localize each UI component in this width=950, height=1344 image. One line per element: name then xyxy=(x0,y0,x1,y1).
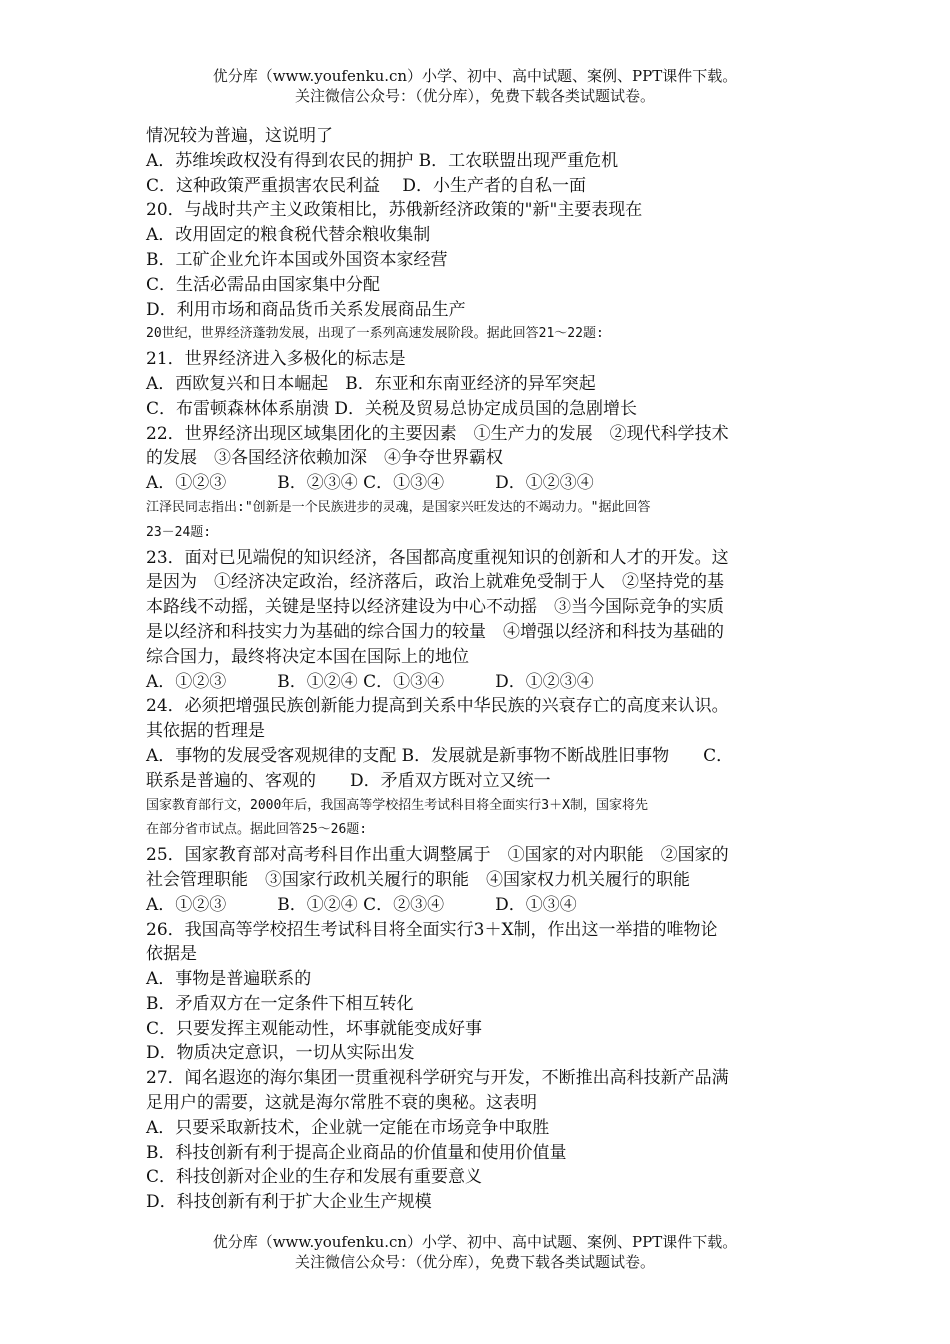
option-line: A．①②③ B．①②④ C．①③④ D．①②③④ xyxy=(146,671,594,692)
page-footer xyxy=(0,1232,950,1272)
option-line: A．①②③ B．①②④ C．②③④ D．①③④ xyxy=(146,894,577,915)
material-intro: 江泽民同志指出:"创新是一个民族进步的灵魂，是国家兴旺发达的不竭动力。"据此回答 xyxy=(146,499,651,515)
question-21: 21．世界经济进入多极化的标志是 xyxy=(146,349,406,370)
footer-line-1: 优分库（www.youfenku.cn）小学、初中、高中试题、案例、PPT课件下载。 xyxy=(212,1233,738,1251)
question-22: 22．世界经济出现区域集团化的主要因素 ①生产力的发展 ②现代科学技术 xyxy=(146,423,729,444)
question-22-cont: 的发展 ③各国经济依赖加深 ④争夺世界霸权 xyxy=(146,448,503,469)
header-line-1: 优分库（www.youfenku.cn）小学、初中、高中试题、案例、PPT课件下载。 xyxy=(212,67,738,85)
question-25: 25．国家教育部对高考科目作出重大调整属于 ①国家的对内职能 ②国家的 xyxy=(146,845,729,866)
option-line: B．科技创新有利于提高企业商品的价值量和使用价值量 xyxy=(146,1142,567,1163)
material-intro-cont: 23－24题: xyxy=(146,524,212,540)
option-line: A．①②③ B．②③④ C．①③④ D．①②③④ xyxy=(146,473,594,494)
question-23-cont: 是因为 ①经济决定政治，经济落后，政治上就难免受制于人 ②坚持党的基 xyxy=(146,572,724,593)
footer-line-2: 关注微信公众号：（优分库），免费下载各类试题试卷。 xyxy=(294,1253,655,1271)
option-line: B．矛盾双方在一定条件下相互转化 xyxy=(146,993,414,1014)
option-line: 联系是普遍的、客观的 D．矛盾双方既对立又统一 xyxy=(146,770,551,791)
question-26: 26．我国高等学校招生考试科目将全面实行3＋X制，作出这一举措的唯物论 xyxy=(146,919,718,940)
option-line: A．西欧复兴和日本崛起 B．东亚和东南亚经济的异军突起 xyxy=(146,373,596,394)
question-23-cont: 本路线不动摇，关键是坚持以经济建设为中心不动摇 ③当今国际竞争的实质 xyxy=(146,597,724,618)
option-line: A．只要采取新技术，企业就一定能在市场竞争中取胜 xyxy=(146,1117,550,1138)
question-25-cont: 社会管理职能 ③国家行政机关履行的职能 ④国家权力机关履行的职能 xyxy=(146,869,690,890)
option-line: D．科技创新有利于扩大企业生产规模 xyxy=(146,1192,432,1213)
option-line: D．利用市场和商品货币关系发展商品生产 xyxy=(146,299,466,320)
question-24: 24．必须把增强民族创新能力提高到关系中华民族的兴衰存亡的高度来认识。 xyxy=(146,696,729,717)
option-line: D．物质决定意识，一切从实际出发 xyxy=(146,1043,415,1064)
question-23-cont: 综合国力，最终将决定本国在国际上的地位 xyxy=(146,646,469,667)
option-line: A．事物是普遍联系的 xyxy=(146,969,312,990)
question-23: 23．面对已见端倪的知识经济，各国都高度重视知识的创新和人才的开发。这 xyxy=(146,547,729,568)
option-line: C．科技创新对企业的生存和发展有重要意义 xyxy=(146,1167,483,1188)
option-line: C．布雷顿森林体系崩溃 D．关税及贸易总协定成员国的急剧增长 xyxy=(146,398,638,419)
text-line: 情况较为普遍，这说明了 xyxy=(146,126,333,146)
option-line: A．改用固定的粮食税代替余粮收集制 xyxy=(146,225,431,246)
page-header xyxy=(0,66,950,106)
option-line: C．只要发挥主观能动性，坏事就能变成好事 xyxy=(146,1018,483,1039)
question-23-cont: 是以经济和科技实力为基础的综合国力的较量 ④增强以经济和科技为基础的 xyxy=(146,621,724,642)
question-content xyxy=(146,124,812,1215)
question-26-cont: 依据是 xyxy=(146,944,197,965)
option-line: A．事物的发展受客观规律的支配 B．发展就是新事物不断战胜旧事物 C． xyxy=(146,745,734,766)
question-24-cont: 其依据的哲理是 xyxy=(146,721,265,742)
option-line: A．苏维埃政权没有得到农民的拥护 B．工农联盟出现严重危机 xyxy=(146,150,619,171)
material-intro-cont: 在部分省市试点。据此回答25～26题: xyxy=(146,822,368,838)
option-line: C．这种政策严重损害农民利益 D．小生产者的自私一面 xyxy=(146,175,587,196)
material-intro: 20世纪，世界经济蓬勃发展，出现了一系列高速发展阶段。据此回答21～22题: xyxy=(146,326,604,342)
header-line-2: 关注微信公众号：（优分库），免费下载各类试题试卷。 xyxy=(294,87,655,105)
question-20: 20．与战时共产主义政策相比，苏俄新经济政策的"新"主要表现在 xyxy=(146,200,643,221)
option-line: B．工矿企业允许本国或外国资本家经营 xyxy=(146,249,448,270)
question-27: 27．闻名遐迩的海尔集团一贯重视科学研究与开发，不断推出高科技新产品满 xyxy=(146,1068,729,1089)
option-line: C．生活必需品由国家集中分配 xyxy=(146,274,381,295)
question-27-cont: 足用户的需要，这就是海尔常胜不衰的奥秘。这表明 xyxy=(146,1093,537,1114)
material-intro: 国家教育部行文，2000年后，我国高等学校招生考试科目将全面实行3＋X制，国家将先 xyxy=(146,797,648,813)
